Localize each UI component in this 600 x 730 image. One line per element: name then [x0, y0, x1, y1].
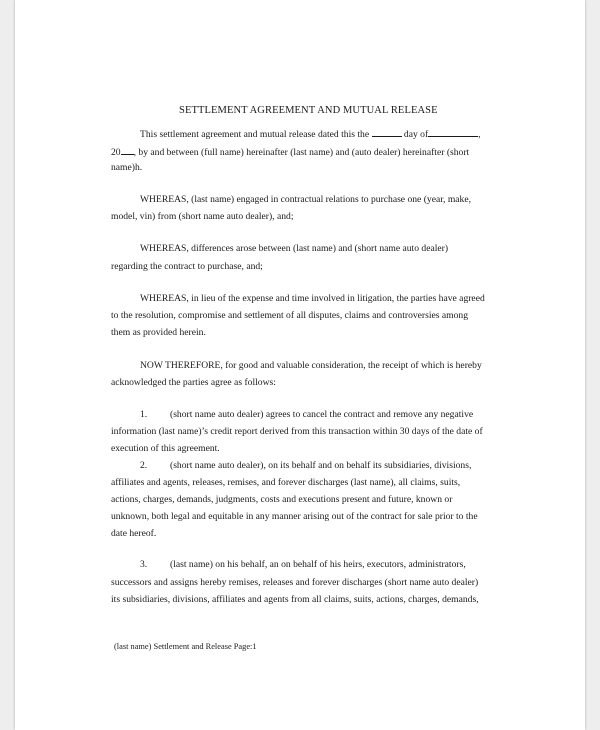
clause-3-line-1: (last name) on his behalf, an on behalf of his heirs, executors, administrators, [170, 559, 466, 570]
document-title: SETTLEMENT AGREEMENT AND MUTUAL RELEASE [179, 105, 438, 116]
intro-text-2: day of [403, 129, 429, 140]
clause-1-line-3: execution of this agreement. [111, 443, 220, 454]
intro-line-2 [111, 145, 469, 158]
whereas-2-line-1: WHEREAS, differences arose between (last name) and (short name auto dealer) [140, 243, 449, 254]
whereas-3-line-3: them as provided herein. [111, 327, 206, 338]
document-page [15, 0, 585, 730]
intro-text-3: , [478, 129, 481, 140]
day-blank [372, 127, 402, 137]
clause-2-line-3: actions, charges, demands, judgments, costs and executions present and future, known or [111, 494, 453, 505]
clause-1-line-1: (short name auto dealer) agrees to cancel the contract and remove any negative [170, 409, 474, 420]
whereas-3-line-1: WHEREAS, in lieu of the expense and time involved in litigation, the parties have agreed [140, 293, 485, 304]
page-footer: (last name) Settlement and Release Page:1 [114, 642, 257, 651]
intro-text-1: This settlement agreement and mutual release dated this the [140, 129, 370, 140]
clause-2-line-2: affiliates and agents, releases, remises, and forever discharges (last name), all claims, suits, [111, 477, 461, 488]
month-blank [428, 127, 478, 137]
clause-3-line-2: successors and assigns hereby remises, releases and forever discharges (short name auto dealer) [111, 577, 479, 588]
clause-2-line-1: (short name auto dealer), on its behalf and on behalf its subsidiaries, divisions, [170, 460, 472, 471]
clause-3-line-3: its subsidiaries, divisions, affiliates and agents from all claims, suits, actions, charges, demands, [111, 594, 479, 605]
whereas-1-line-1: WHEREAS, (last name) engaged in contractual relations to purchase one (year, make, [140, 194, 472, 205]
intro-line-3: name)h. [111, 162, 143, 173]
whereas-2-line-2: regarding the contract to purchase, and; [111, 261, 263, 272]
intro-text-4: , by and between (full name) hereinafter (last name) and (auto dealer) hereinafter (short [133, 147, 470, 158]
clause-1-line-2: information (last name)’s credit report derived from this transaction within 30 days of the date of [111, 426, 483, 437]
therefore-line-2: acknowledged the parties agree as follows: [111, 377, 276, 388]
year-blank [121, 145, 134, 155]
clause-2-line-5: date hereof. [111, 528, 157, 539]
year-prefix: 20 [111, 147, 121, 158]
whereas-1-line-2: model, vin) from (short name auto dealer), and; [111, 211, 294, 222]
clause-3-number: 3. [140, 559, 148, 570]
whereas-3-line-2: to the resolution, compromise and settlement of all disputes, claims and controversies among [111, 310, 469, 321]
clause-1-number: 1. [140, 409, 148, 420]
therefore-line-1: NOW THEREFORE, for good and valuable consideration, the receipt of which is hereby [140, 360, 482, 371]
intro-line-1 [140, 127, 481, 140]
clause-2-line-4: unknown, both legal and equitable in any manner arising out of the contract for sale prior to the [111, 511, 478, 522]
clause-2-number: 2. [140, 460, 148, 471]
